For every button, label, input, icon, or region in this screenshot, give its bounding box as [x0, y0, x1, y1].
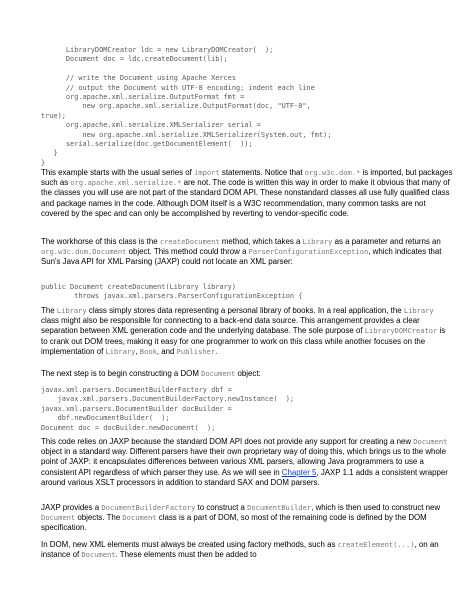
code-block-signature: public Document createDocument(Library library) throws javax.xml.parsers.ParserConfigurationException { — [41, 283, 303, 301]
code-block-serialize: LibraryDOMCreator ldc = new LibraryDOMCreator( ); Document doc = ldc.createDocument(lib); // write the Document using Apache Xerces // output the Document with UTF-8 encoding; indent each line org.apache.xml.serialize.OutputFormat fmt = new org.apache.xml.serialize.OutputFormat(doc, "UTF-8", true); org.apache.xml.serialize.XMLSerializer serial = new org.apache.xml.serialize.XMLSerializer(System.out, fmt); serial.serialize(doc.getDocumentElement( )); } } — [41, 46, 332, 167]
paragraph-imports: This example starts with the usual series of import statements. Notice that org.w3c.dom.* is imported, but packages such as org.apache.xml.serialize.* are not. The code is written this way in order to make it obvious that many of the classes you will use are not part of the standard DOM API. These nonstandard classes all use fully qualified class and package names in the code. Although DOM itself is a W3C recommendation, many common tasks are not covered by the spec and can only be accomplished by reverting to vendor-specific code. — [41, 168, 453, 218]
paragraph-createdocument: The workhorse of this class is the createDocument method, which takes a Library as a parameter and returns an org.w3c.dom.Document object. This method could throw a ParserConfigurationException, which indicates that Sun's Java API for XML Parsing (JAXP) could not locate an XML parser: — [41, 237, 442, 267]
paragraph-library: The Library class simply stores data representing a personal library of books. In a real application, the Library class might also be responsible for connecting to a back-end data source. This arrangement provides a clear separation between XML generation code and the underlying database. The sole purpose of LibraryDOMCreator is to crank out DOM trees, making it easy for one programmer to work on this class while another focuses on the implementation of Library, Book, and Publisher. — [41, 306, 446, 356]
paragraph-elements: In DOM, new XML elements must always be created using factory methods, such as createElement(...), on an instance of Document. These elements must then be added to — [41, 540, 439, 560]
code-block-builder: javax.xml.parsers.DocumentBuilderFactory dbf = javax.xml.parsers.DocumentBuilderFactory.newInstance( ); javax.xml.parsers.DocumentBuilder docBuilder = dbf.newDocumentBuilder( ); Document doc = docBuilder.newDocument( ); — [41, 386, 295, 432]
paragraph-factory: JAXP provides a DocumentBuilderFactory to construct a DocumentBuilder, which is then used to construct new Document objects. The Document class is a part of DOM, so most of the remaining code is defined by the DOM specification. — [41, 503, 441, 533]
paragraph-next-step: The next step is to begin constructing a DOM Document object: — [41, 369, 261, 378]
chapter-5-link[interactable]: Chapter 5 — [281, 467, 317, 477]
paragraph-jaxp: This code relies on JAXP because the standard DOM API does not provide any support for creating a new Document object in a standard way. Different parsers have their own proprietary way of doing this, which brings us to the whole point of JAXP: it encapsulates differences between various XML parsers, allowing Java programmers to use a consistent API regardless of which parser they use. As we will see in Chapter 5, JAXP 1.1 adds a consistent wrapper around various XSLT processors in addition to standard SAX and DOM parsers. — [41, 437, 448, 487]
